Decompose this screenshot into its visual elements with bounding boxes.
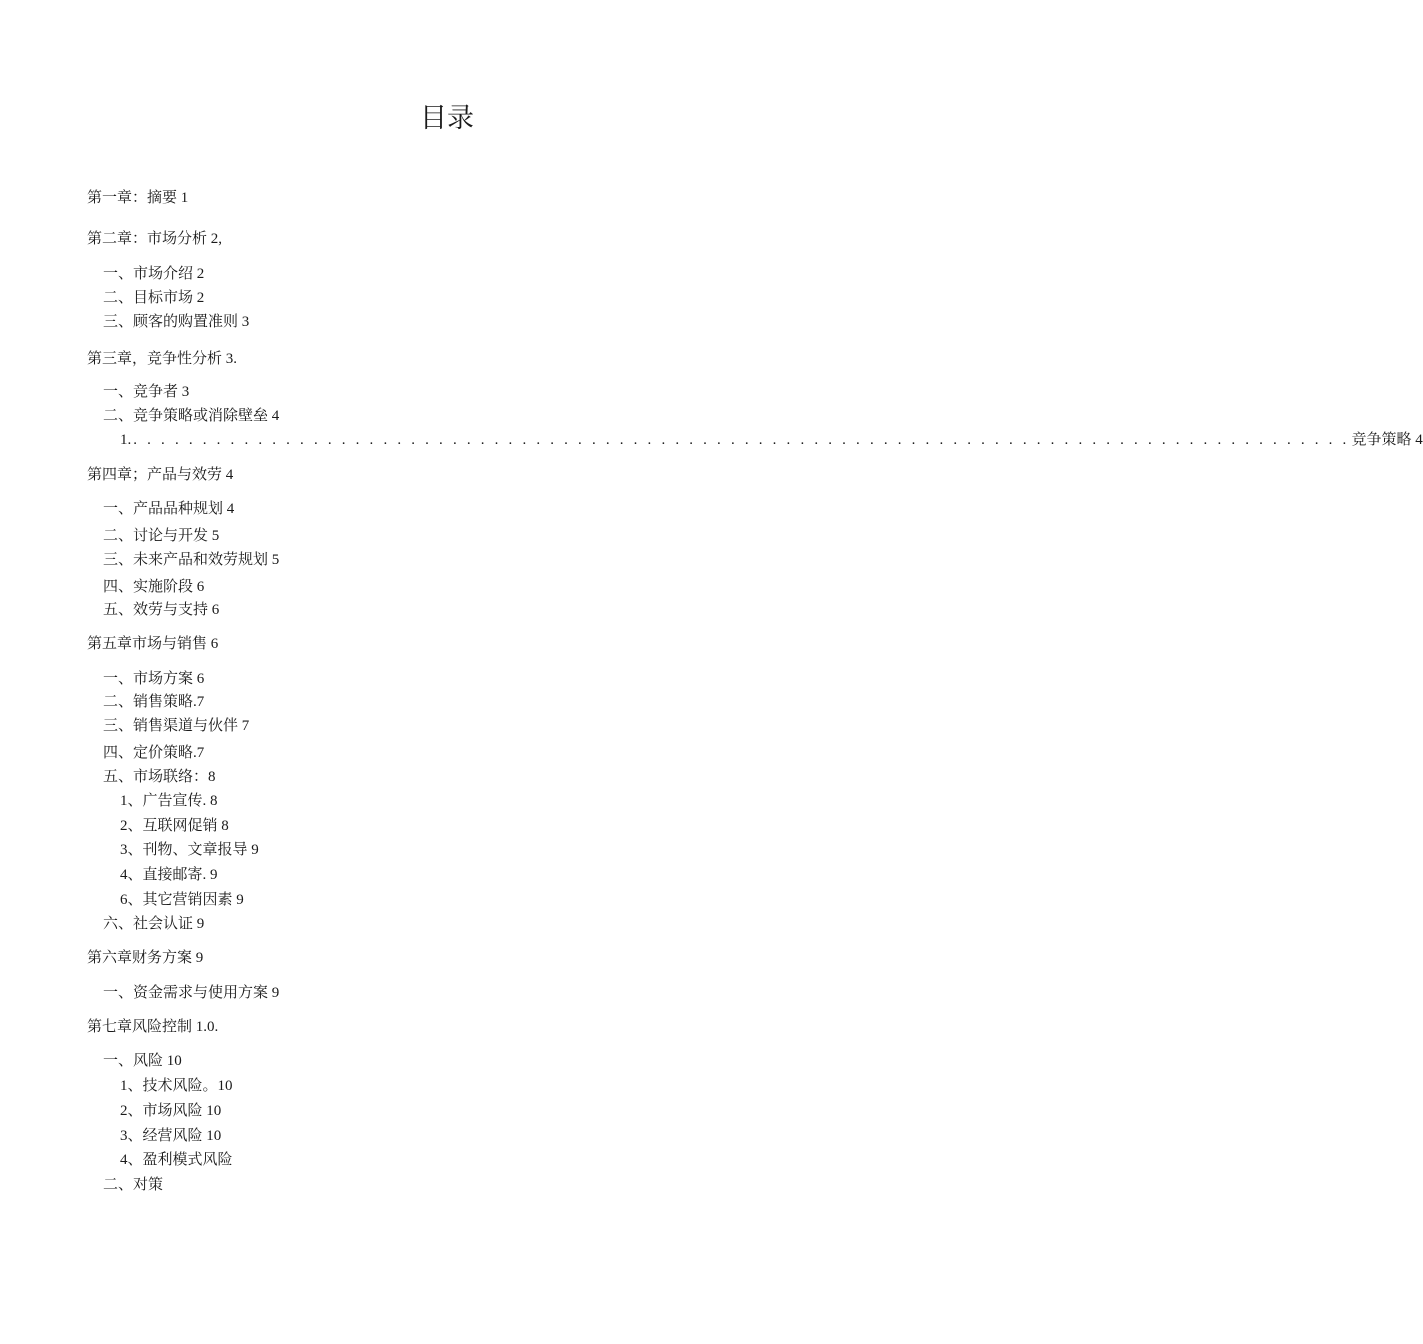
- toc-entry-6-1[interactable]: 一、资金需求与使用方案 9: [103, 985, 280, 1001]
- toc-entry-2-1[interactable]: 一、市场介绍 2: [103, 266, 205, 282]
- toc-title: 目录: [420, 103, 474, 133]
- toc-entry-chapter-1[interactable]: 第一章：摘要 1: [87, 190, 189, 206]
- toc-entry-5-1[interactable]: 一、市场方案 6: [103, 671, 205, 687]
- toc-entry-3-2[interactable]: 二、竞争策略或消除壁垒 4: [103, 408, 280, 424]
- toc-entry-5-2[interactable]: 二、销售策略.7: [103, 694, 205, 710]
- toc-entry-4-3[interactable]: 三、未来产品和效劳规划 5: [103, 552, 280, 568]
- toc-entry-4-5[interactable]: 五、效劳与支持 6: [103, 602, 220, 618]
- toc-entry-chapter-3[interactable]: 第三章，竞争性分析 3.: [87, 351, 238, 367]
- toc-entry-7-1-1[interactable]: 1、技术风险。10: [120, 1078, 233, 1094]
- toc-entry-7-1[interactable]: 一、风险 10: [103, 1053, 182, 1069]
- toc-entry-5-5-2[interactable]: 2、互联网促销 8: [120, 818, 229, 834]
- toc-entry-5-5-3[interactable]: 3、刊物、文章报导 9: [120, 842, 259, 858]
- toc-entry-5-5-1[interactable]: 1、广告宣传. 8: [120, 793, 218, 809]
- toc-entry-chapter-2[interactable]: 第二章：市场分析 2,: [87, 231, 223, 247]
- toc-entry-2-2[interactable]: 二、目标市场 2: [103, 290, 205, 306]
- toc-entry-4-1[interactable]: 一、产品品种规划 4: [103, 501, 235, 517]
- toc-entry-7-1-4[interactable]: 4、盈利模式风险: [120, 1152, 233, 1168]
- toc-entry-chapter-6[interactable]: 第六章财务方案 9: [87, 950, 204, 966]
- toc-entry-5-4[interactable]: 四、定价策略.7: [103, 745, 205, 761]
- toc-entry-7-1-2[interactable]: 2、市场风险 10: [120, 1103, 222, 1119]
- toc-entry-5-6[interactable]: 六、社会认证 9: [103, 916, 205, 932]
- toc-entry-3-2-1[interactable]: [120, 430, 1423, 450]
- toc-entry-chapter-7[interactable]: 第七章风险控制 1.0.: [87, 1019, 219, 1035]
- toc-entry-chapter-5[interactable]: 第五章市场与销售 6: [87, 636, 219, 652]
- toc-entry-7-1-3[interactable]: 3、经营风险 10: [120, 1128, 222, 1144]
- toc-entry-4-2[interactable]: 二、讨论与开发 5: [103, 528, 220, 544]
- toc-entry-3-1[interactable]: 一、竞争者 3: [103, 384, 190, 400]
- toc-entry-5-5[interactable]: 五、市场联络：8: [103, 769, 216, 785]
- toc-entry-5-5-4[interactable]: 4、直接邮寄. 9: [120, 867, 218, 883]
- toc-entry-5-3[interactable]: 三、销售渠道与伙伴 7: [103, 718, 250, 734]
- toc-entry-7-2[interactable]: 二、对策: [103, 1177, 164, 1193]
- toc-entry-5-5-6[interactable]: 6、其它营销因素 9: [120, 892, 244, 908]
- toc-dot-entry-label: 竞争策略 4: [1351, 432, 1423, 448]
- toc-entry-4-4[interactable]: 四、实施阶段 6: [103, 579, 205, 595]
- toc-entry-2-3[interactable]: 三、顾客的购置准则 3: [103, 314, 250, 330]
- toc-dot-entry-number: 1.: [120, 432, 132, 448]
- toc-dot-leader: . . . . . . . . . . . . . . . . . . . . . . . . . . . . . . . . . . . . . . . . . . . . . . . . . . . . . . . . . . . . . . . . . . . . . . . . . . . . . . . . . . . . . . . .: [133, 432, 1350, 448]
- toc-entry-chapter-4[interactable]: 第四章；产品与效劳 4: [87, 467, 234, 483]
